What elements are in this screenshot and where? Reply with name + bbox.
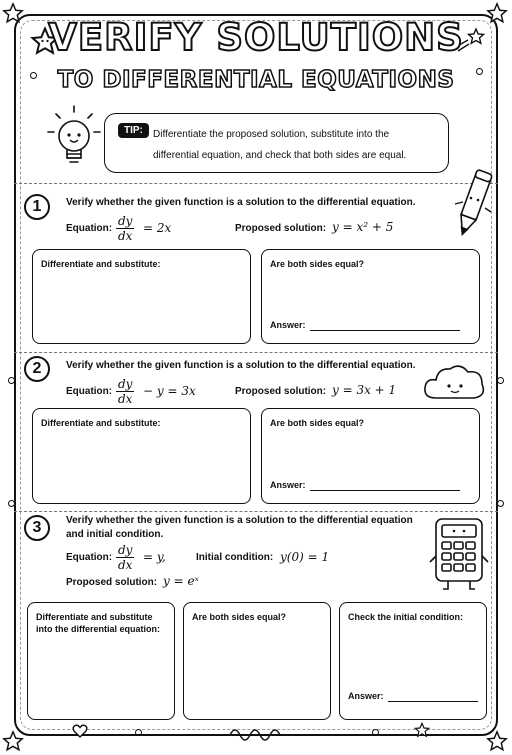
pencil-icon <box>452 168 494 242</box>
work-box[interactable] <box>27 602 175 720</box>
answer-line[interactable] <box>388 701 478 702</box>
section-divider <box>14 183 498 184</box>
equation-label: Equation: <box>66 223 113 234</box>
work-box-label <box>36 611 160 635</box>
answer-label: Answer: <box>270 480 306 490</box>
proposed-solution: y = eˣ <box>163 574 199 588</box>
question-number: 2 <box>24 356 50 382</box>
answer-line[interactable] <box>310 490 460 491</box>
equation-fraction <box>116 214 134 243</box>
proposed-solution: y = x² + 5 <box>332 220 394 234</box>
work-box-label: Differentiate and substitute: <box>41 418 161 428</box>
prompt-line: Verify whether the given function is a solution to the differential equation <box>66 515 413 526</box>
question-number: 1 <box>24 194 50 220</box>
answer-line[interactable] <box>310 330 460 331</box>
section-divider <box>14 352 498 353</box>
check-box-label: Are both sides equal? <box>270 259 365 269</box>
border-dot <box>497 377 504 384</box>
swirl-decoration <box>228 725 286 741</box>
star-icon <box>486 730 508 752</box>
lightbulb-icon <box>46 104 102 174</box>
fraction-denominator: dx <box>118 229 133 243</box>
equation-label: Equation: <box>66 552 113 563</box>
fraction-numerator: dy <box>118 214 133 228</box>
tip-line: differential equation, and check that both sides are equal. <box>153 150 407 161</box>
fraction-numerator: dy <box>118 543 133 557</box>
check-box-label: Are both sides equal? <box>192 612 287 622</box>
question-prompt: Verify whether the given function is a solution to the differential equation. <box>66 197 416 208</box>
check-box[interactable] <box>183 602 331 720</box>
border-dot <box>497 500 504 507</box>
question-prompt: Verify whether the given function is a solution to the differential equation. <box>66 360 416 371</box>
cloud-icon <box>422 360 488 402</box>
proposed-solution: y = 3x + 1 <box>332 383 397 397</box>
work-box-label: Differentiate and substitute: <box>41 259 161 269</box>
equation-rhs: = y, <box>143 550 166 564</box>
star-icon <box>2 730 24 752</box>
initial-condition-box[interactable] <box>339 602 487 720</box>
decor-circle <box>372 729 379 736</box>
star-icon <box>414 722 430 738</box>
work-box[interactable] <box>32 408 251 504</box>
equation-fraction <box>116 377 134 406</box>
answer-label: Answer: <box>270 320 306 330</box>
fraction-denominator: dx <box>118 558 133 572</box>
label-line: Differentiate and substitute <box>36 612 153 622</box>
equation-fraction <box>116 543 134 572</box>
equation-label: Equation: <box>66 386 113 397</box>
solution-label: Proposed solution: <box>235 223 327 234</box>
check-box[interactable] <box>261 408 480 504</box>
fraction-numerator: dy <box>118 377 133 391</box>
tip-badge: TIP: <box>118 123 149 138</box>
check-box[interactable] <box>261 249 480 344</box>
decor-circle <box>135 729 142 736</box>
calculator-icon <box>428 516 490 594</box>
fraction-denominator: dx <box>118 392 133 406</box>
tip-line: Differentiate the proposed solution, substitute into the <box>153 129 390 140</box>
heart-icon <box>72 724 88 738</box>
initial-condition-label: Initial condition: <box>196 552 274 563</box>
initial-condition-box-label: Check the initial condition: <box>348 612 464 622</box>
equation-rhs: = 2x <box>143 221 172 235</box>
page-subtitle: TO DIFFERENTIAL EQUATIONS <box>57 67 455 93</box>
work-box[interactable] <box>32 249 251 344</box>
border-dot <box>8 377 15 384</box>
page-title: VERIFY SOLUTIONS <box>48 16 464 59</box>
prompt-line: and initial condition. <box>66 529 164 540</box>
check-box-label: Are both sides equal? <box>270 418 365 428</box>
equation-rhs: − y = 3x <box>143 384 196 398</box>
label-line: into the differential equation: <box>36 624 160 634</box>
tip-text <box>153 124 443 166</box>
section-divider <box>14 511 498 512</box>
question-prompt <box>66 514 413 542</box>
border-dot <box>8 500 15 507</box>
solution-label: Proposed solution: <box>66 577 158 588</box>
answer-label: Answer: <box>348 691 384 701</box>
solution-label: Proposed solution: <box>235 386 327 397</box>
question-number: 3 <box>24 515 50 541</box>
initial-condition: y(0) = 1 <box>280 550 330 564</box>
